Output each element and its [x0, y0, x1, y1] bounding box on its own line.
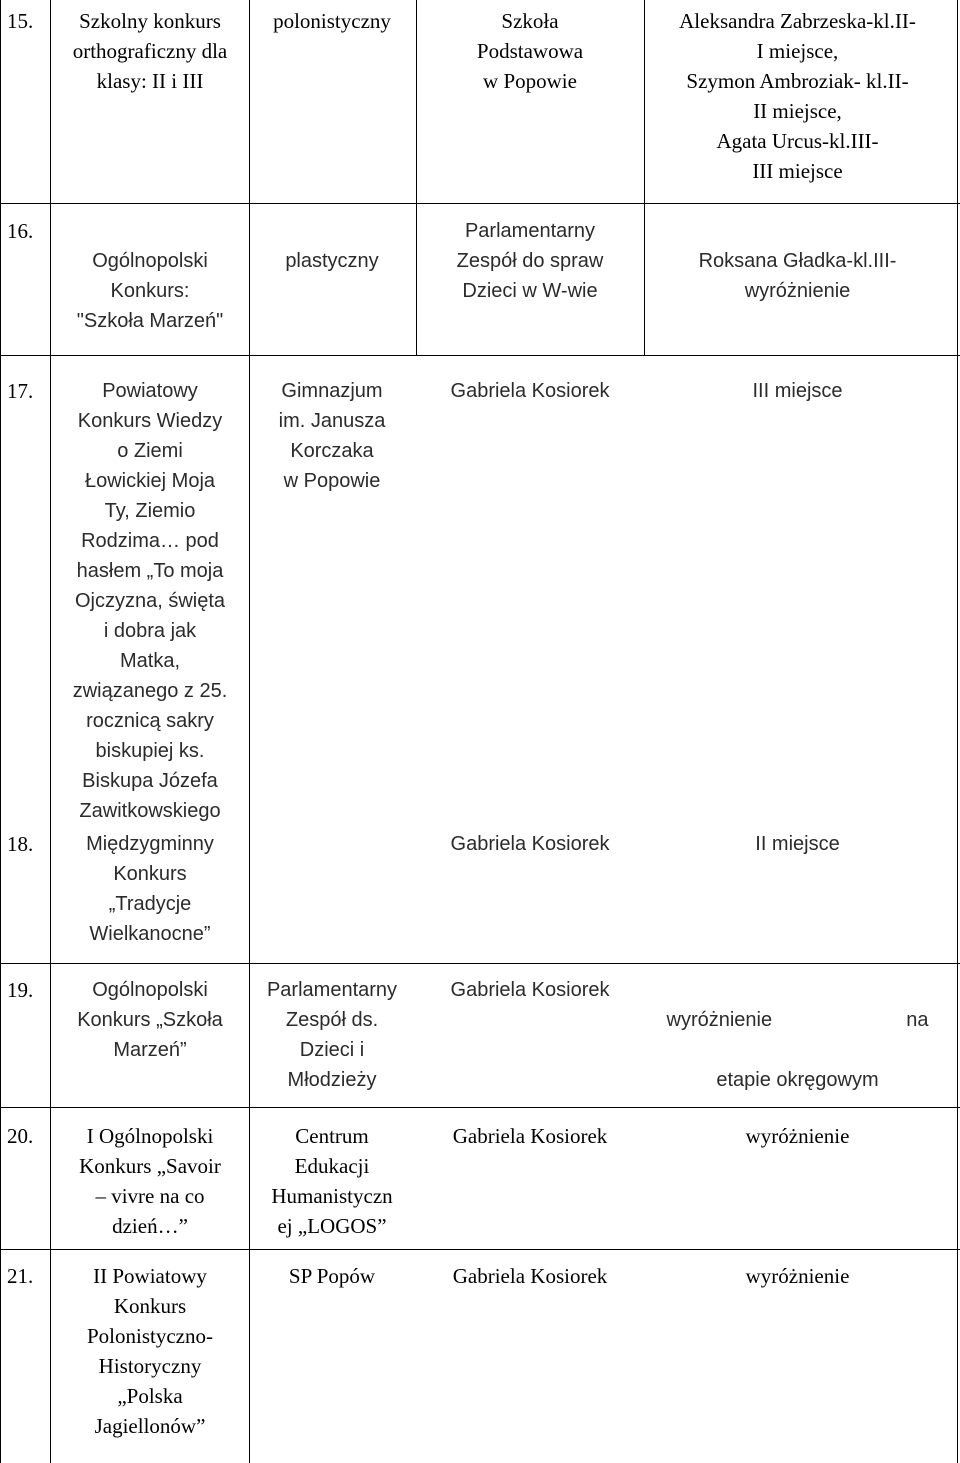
teacher: Gabriela Kosiorek — [450, 380, 610, 402]
row-number: 18. — [7, 832, 34, 856]
contest-name: Szkolny konkurs orthograficzny dla klasy: II i III — [72, 9, 228, 93]
contest-category: plastyczny — [285, 250, 379, 272]
result: II miejsce — [755, 833, 840, 855]
contest-name: Ogólnopolski Konkurs: "Szkoła Marzeń" — [76, 250, 224, 332]
result — [645, 975, 950, 1125]
row-separator-18-19 — [0, 963, 960, 964]
result-stage: etapie okręgowym — [716, 1069, 879, 1091]
row-number: 16. — [7, 219, 34, 243]
contest-name: Powiatowy Konkurs Wiedzy o Ziemi Łowickiej Moja Ty, Ziemio Rodzima… pod hasłem „To moja Ojczyzna, święta i dobra jak Matka, związanego z 25. rocznicą sakry biskupiej ks. Biskupa Józefa Zawitkowskiego — [72, 380, 228, 822]
organizer: Centrum Edukacji Humanistyczn ej „LOGOS” — [271, 1124, 393, 1238]
contest-name: Międzygminny Konkurs „Tradycje Wielkanocne” — [86, 833, 214, 945]
teacher: Gabriela Kosiorek — [452, 1124, 608, 1148]
result: wyróżnienie — [745, 1264, 850, 1288]
organizer: SP Popów — [288, 1264, 376, 1288]
result: III miejsce — [752, 380, 843, 402]
row-separator-15-16 — [0, 203, 960, 204]
table-divider-3 — [416, 0, 417, 355]
contest-name: I Ogólnopolski Konkurs „Savoir – vivre na co dzień…” — [79, 1124, 221, 1238]
row-number: 15. — [7, 9, 34, 33]
row-number: 19. — [7, 978, 34, 1002]
table-divider-1 — [50, 0, 51, 1463]
contest-name: Ogólnopolski Konkurs „Szkoła Marzeń” — [77, 979, 223, 1061]
row-number: 17. — [7, 379, 34, 403]
organizer: Szkoła Podstawowa w Popowie — [476, 9, 584, 93]
result-word: wyróżnienie — [666, 1009, 773, 1031]
school: Gimnazjum im. Janusza Korczaka w Popowie — [278, 380, 386, 492]
row-separator-20-21 — [0, 1249, 960, 1250]
contest-name: II Powiatowy Konkurs Polonistyczno- Historyczny „Polska Jagiellonów” — [87, 1264, 213, 1438]
organizer: Parlamentarny Zespół ds. Dzieci i Młodzieży — [266, 979, 398, 1091]
participants-results: Roksana Gładka-kl.III- wyróżnienie — [698, 250, 897, 302]
row-separator-16-17 — [0, 355, 960, 356]
teacher: Gabriela Kosiorek — [452, 1264, 608, 1288]
participants-results: Aleksandra Zabrzeska-kl.II- I miejsce, Szymon Ambroziak- kl.II- II miejsce, Agata Urcus-kl.III- III miejsce — [679, 9, 916, 183]
row-number: 20. — [7, 1124, 34, 1148]
table-border-left — [0, 0, 1, 1463]
row-number: 21. — [7, 1264, 34, 1288]
organizer: Parlamentarny Zespół do spraw Dzieci w W-wie — [456, 220, 604, 302]
table-border-right — [957, 0, 958, 1463]
contest-category: polonistyczny — [273, 9, 391, 33]
table-divider-2 — [249, 0, 250, 1463]
teacher: Gabriela Kosiorek — [450, 979, 610, 1001]
result: wyróżnienie — [745, 1124, 850, 1148]
teacher: Gabriela Kosiorek — [450, 833, 610, 855]
result-word: na — [906, 1009, 929, 1031]
